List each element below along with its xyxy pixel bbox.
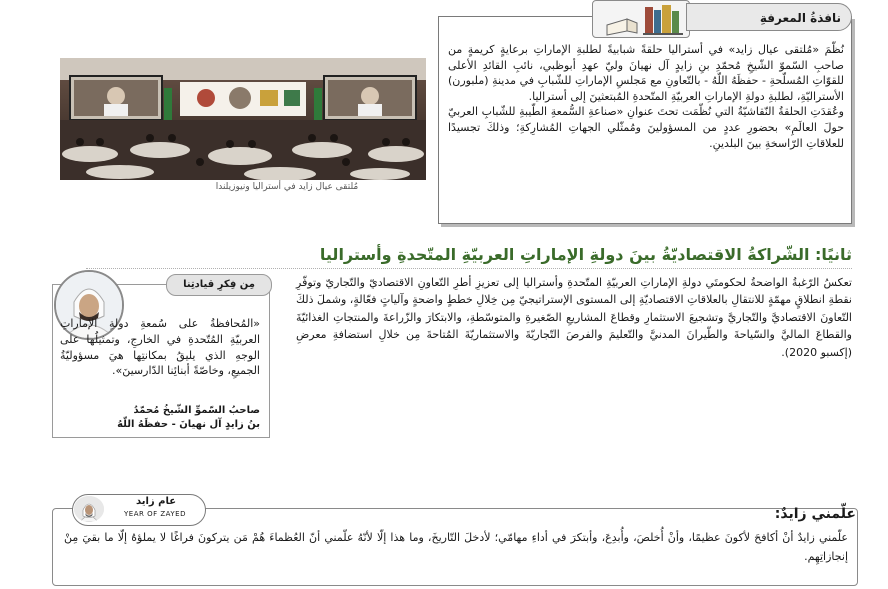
knowledge-paragraph-1: نُظّمَ «مُلتقى عيال زايد» في أستراليا حلقةً شبابيةً لطلبةِ الإماراتِ برعايةٍ كريمةٍ من صاحبِ السّموّ الشّيخِ مُحمّدِ بنِ زايدٍ آل نهيانَ وليّ عهدِ أبوظبي، نائبِ القائدِ الأعلى للقوّاتِ المُسلّحةِ - حفظَهُ اللّهُ - بالتّعاونِ مع مَجلسِ الإماراتِ للشّبابِ في مدينةِ (ملبورن) الأستراليّةِ، لطلبةِ دولةِ الإماراتِ العربيّةِ المتّحدةِ المُبتعثينَ إلى أستراليا.	[448, 43, 844, 103]
knowledge-paragraph-2: وعُقدَتِ الحلقةُ النّقاشيّةُ التي نُظّمَت تحتَ عنوانِ «صناعةِ السُّمعةِ الطّيبةِ للشّبابِ العربيّ حولَ العالَمِ» بحضورِ عددٍ من المسؤولينَ ومُمثّلي الجهاتِ المُشارِكةِ؛ وذلكَ تجسيدًا للعلاقاتِ الرّاسخةِ بينَ البلدينِ.	[448, 105, 844, 150]
books-icon	[592, 0, 690, 38]
zayed-heading: علّمني زايدٌ:	[774, 506, 856, 522]
section-body	[296, 274, 852, 414]
photo-caption: مُلتقى عيال زايد في أستراليا ونيوزيلندا	[215, 182, 359, 192]
author-line-1: صاحبُ السّموِّ الشّيخُ مُحمّدُ	[133, 405, 260, 416]
leader-quote-label: مِن فِكرِ قيادتِنا	[166, 274, 272, 296]
badge-arabic: عام زايد	[135, 496, 177, 507]
zayed-portrait-icon	[74, 496, 104, 522]
section-paragraph: تعكسُ الرّغبةُ الواضحةُ لحكومتَي دولةِ الإماراتِ العربيّةِ المتّحدةِ وأستراليا إلى تعزيزِ أطرِ التّعاونِ الاقتصاديّ والتّجاريّ وتوفّرِ نقطةِ انطلاقٍ مهمّةٍ للانتقالِ بالعلاقاتِ الاقتصاديّةِ إلى المستوى الإستراتيجيّ مِن خِلالِ خططٍ واضحةٍ وآلياتٍ فعّالةٍ، وشملَ ذلكَ التّعاونَ الاقتصاديَّ والتّجاريَّ وتشجيعَ الاستثمارِ وقطاعَ المشاريعِ الصّغيرةِ والمتوسّطةِ، والابتكارَ والزّراعةَ والمنتجاتِ الغذائيّةَ والقطاعَ الماليَّ والسّياحةَ والطّيرانَ المدنيَّ والتّعليمَ والفرصَ التّجاريّةَ والاستثماريّةَ المُتاحةَ مِن خلالِ استضافةِ معرضِ (إكسبو 2020).	[296, 276, 852, 359]
zayed-text: علّمني زايدٌ أنْ أكافحَ لأكونَ عظيمًا، وأنْ أُخلصَ، وأُبدِعَ، وأبتكرَ في أداءِ مهامّي؛ لأدخلَ التّاريخَ، وما هذا إلّا لأنّهُ علّمني أنّ العُظماءَ هُمْ مَن يتركونَ فراغًا لا يملؤهُ إلّا ما بقيَ مِنْ إنجازاتِهِم.	[64, 531, 848, 563]
section-divider	[86, 268, 852, 270]
section-heading: ثانيًا: الشّراكةُ الاقتصاديّةُ بينَ دولةِ الإماراتِ العربيّةِ المتّحدةِ وأستراليا	[319, 245, 852, 264]
author-line-2: بنُ زايدٍ آل نهيانَ - حفظَهُ اللّهُ	[117, 419, 260, 430]
leader-quote-author	[60, 404, 260, 434]
conference-photo	[60, 58, 426, 180]
leader-quote-text: «المُحافظةُ على سُمعةِ دولةِ الإماراتِ العربيّةِ المُتّحدةِ في الخارجِ، وتمثيلُها على الوجهِ الذي يليقُ بمكانتِها هيَ مسؤوليّةُ الجميعِ، وخاصّةً أبنائِنا الدّارسينَ».	[60, 317, 260, 378]
badge-english: YEAR OF ZAYED	[124, 510, 186, 518]
knowledge-window-text	[448, 42, 844, 218]
knowledge-window-title: نافذةُ المعرفةِ	[686, 3, 852, 31]
